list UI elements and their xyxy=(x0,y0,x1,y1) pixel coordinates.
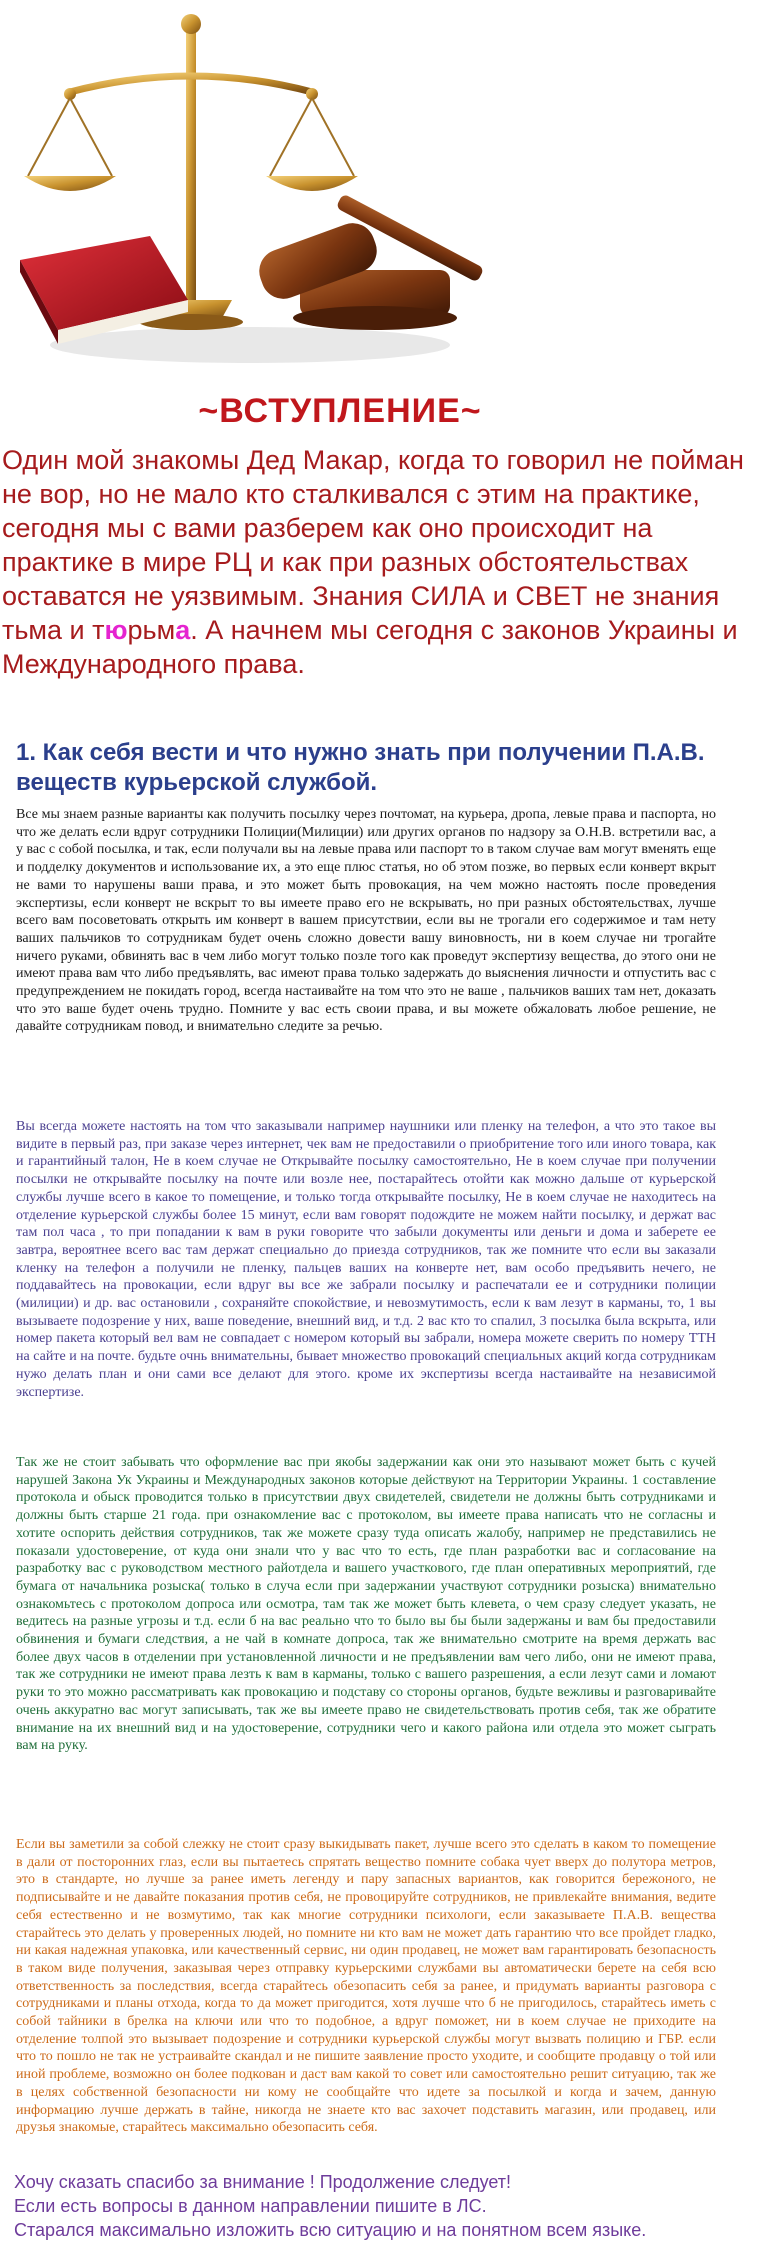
closing-line: Хочу сказать спасибо за внимание ! Продолжение следует! xyxy=(14,2172,512,2192)
paragraph-insist-on-order: Вы всегда можете настоять на том что заказывали например наушники или пленку на телефон, а что это такое вы видите в первый раз, при заказе через интернет, чек вам не предоставили о приобритение того или иного товара, как и гарантийный талон, Не в коем случае не Открывайте посылку самостоятельно, Не в коем случае при получении посылки не открывайте посылку на почте или возле нее, постарайтесь отойти как можно дальше от курьерской службы лучше всего в какое то помещение, и только тогда открывайте посылку, Не в коем случае не находитесь на отделение курьерской службы более 15 минут, если вам говорят подождите не можем найти посылку, и держат вас там пол часа , то при попадании к вам в руки говорите что забыли документы или деньги и дома и заберете ее завтра, вероятнее всего вас там держат специально до приезда сотрудников, так же помните что если вы заказали кленку на телефон а получили не пленку, пальцев ваших на конверте нет, вам особо предъявить нечего, не поддавайтесь на провокации, если вдруг вы все же забрали посылку и распечатали ее и сотрудники полиции (милиции) и др. вас остановили , сохраняйте спокойствие, и невозмутимость, если к вам лезут в карманы, то, 1 вы вызываете подозрение у них, ваше поведение, внешний вид, и т.д. 2 вас кто то спалил, 3 посылка была вскрыта, или номер пакета который вел вам не совпадает с номером который вы забрали, номера можете сверить по номеру ТТН на сайте и на почте. будьте очнь внимательны, бывает множество провокаций специальных акций когда сотрудникам нужо делать план и они сами все делают для этого. кроме их экспертизы всегда настаивайте на независимой экспертизе. xyxy=(16,1119,716,1400)
paragraph-detention-rules: Так же не стоит забывать что оформление вас при якобы задержании как они это называют может быть с кучей нарушей Закона Ук Украины и Международных законов которые действуют на Территории Украины. 1 составление протокола и обыск проводится только в присутствии двух свидетелей, свидетели не должны быть сотрудниками и должны быть старше 21 года. при ознакомление вас с протоколом, вы имеете права написать что не согласны и хотите оспорить действия сотрудников, так же можете сразу туда описать жалобу, например не представились не показали удостоверение, от куда они знали что у вас что то есть, где план разработки вас и согласование на разработку вас с руководством местного райотдела и вашего участкового, где план оперативных мероприятий, где бумага от начальника розыска( только в случа если при задержании участвуют сотрудники розыска) внимательно ознакомьтесь с протоколом допроса или осмотра, там так же может быть клевета, о чем сразу следует указать, не ведитесь на разные угрозы и т.д. если б на вас реально что то было вы бы были задержаны и вам бы предоставили обвинения и бумаги следствия, а не чай в комнате допроса, так же внимательно смотрите на время держать вас более двух часов в отделении при установленной личности и не предъявлении вам чего либо, они не имеют права, так же сотрудники не имеют права лезть к вам в карманы, только с вашего разрешения, а если лезут сами и ломают руки то это можно рассматривать как провокацию и подставу со стороны органов, будьте вежливы и разговаривайте очень аккуратно вас могут записывать, так же вы имеете право не свидетельствовать против себя, так же обратите внимание на их внешний вид и на удостоверение, сотрудники чего и какого района или отдела это может сыграть вам на руку. xyxy=(16,1455,716,1754)
intro-text-mark: а xyxy=(175,615,191,645)
intro-text xyxy=(2,443,757,681)
closing-line: Старался максимально изложить всю ситуацию и на понятном всем языке. xyxy=(14,2220,647,2240)
closing-notes xyxy=(14,2170,754,2242)
intro-text-mark: ю xyxy=(104,615,128,645)
gavel-icon xyxy=(253,193,484,330)
intro-text-part: Один мой знакомы Дед Макар, когда то говорил не пойман не вор, но не мало кто сталкивался с этим на практике, сегодня мы с вами разберем как оно происходит на практике в мире РЦ и как при разных обстоятельствах оставатся не уязвимым. Знания СИЛА и СВЕТ не знания тьма и т xyxy=(2,445,744,645)
scales-of-justice-icon xyxy=(0,0,500,375)
section-heading: 1. Как себя вести и что нужно знать при получении П.А.В. веществ курьерской службой. xyxy=(16,739,705,796)
intro-text-part: . А начнем мы сегодня с законов Украины и Международного права. xyxy=(2,615,738,679)
scales-gavel-book-illustration xyxy=(0,0,500,375)
intro-title: ~ВСТУПЛЕНИЕ~ xyxy=(198,392,482,430)
paragraph-surveillance-advice: Если вы заметили за собой слежку не стоит сразу выкидывать пакет, лучше всего это сделать в каком то помещение в дали от посторонних глаз, если вы пытаетесь спрятать вещество помните собака чует вверх до полутора метров, это в стандарте, но лучше за ранее иметь легенду и пару запасных вариантов, как говорится бережоного, не подписывайте и не давайте показания против себя, не провоцируйте сотрудников, не привлекайте внимания, ведите себя естественно и не возмутимо, так как многие сотрудники психологи, если заказываете П.А.В. вещества старайтесь это делать у проверенных людей, но помните ни кто вам не может дать гарантию что все пройдет гладко, ни какая надежная упаковка, или качественный сервис, ни один продавец, не может вам гарантировать безопасность в таком виде получения, заказывая через отправку курьерскими службами вы автоматически берете на себя всю ответственность за последствия, всегда старайтесь обезопасить себя за ранее, и придумать варианты разговора с сотрудниками и планы отхода, когда то да может пригодится, хотя лучше что б не пригодилось, старайтесь иметь с собой тайники в брелка на ключи или что то подобное, а вдруг поможет, ни в коем случае не приходите на отделение толпой это вызывает подозрение и сотрудники курьерской службы могут вызвать полицию и ГБР. если что то пошло не так не устраивайте скандал и не пишите заявление просто уходите, и сообщите продавцу о той или иной проблеме, возможно он более подкован и даст вам какой то совет или самостоятельно решит ситуацию, так же в целях собственной безопасности ни кому не сообщайте что идете за посылкой и когда и зачем, данную информацию лучше держать в тайне, никогда не знаете кто вас захочет подставить магазин, или продавец, или друзья знакомые, старайтесь максимально обезопасить себя. xyxy=(16,1837,716,2136)
intro-text-part: рьм xyxy=(127,615,176,645)
paragraph-parcel-receipt: Все мы знаем разные варианты как получить посылку через почтомат, на курьера, дропа, левые права и паспорта, но что же делать если вдруг сотрудники Полиции(Милиции) или других органов по надзору за О.Н.В. встретили вас, а у вас с собой посылка, и так, если получали вы на левые права или паспорт то в таком случае вам могут вменять еще и подделку документов и использование их, а это еще плюс статья, но об этом позже, во первых если конверт вкрыт не вами то нарушены ваши права, и это может быть провокация, на чем можно настоять после проведения экспертизы, если конверт не вскрыт то вы имеете право его не вскрывать, но при разных обстоятельствах, лучше всего вам посоветовать открыть им конверт в вашем присутствии, если вы не трогали его содержимое и там нету ваших пальчиков то сотрудникам будет очень сложно довести вашу виновность, ни в коем случае ни трогайте ничего руками, обвинять вас в чем либо могут только позле того как проведут экспертизу вещества, до этого они не имеют права вам что либо предъявлять, вас имеют права только задержать до выяснения личности и отпустить вас с предупреждением не покидать город, всегда настаивайте на том что это не ваше , пальчиков ваших там нет, доказать что это ваше будет очень трудно. Помните у вас есть своии права, и вы можете обжаловать любое решение, не давайте сотрудникам повод, и внимательно следите за речью. xyxy=(16,807,716,1035)
closing-line: Если есть вопросы в данном направлении пишите в ЛС. xyxy=(14,2196,487,2216)
